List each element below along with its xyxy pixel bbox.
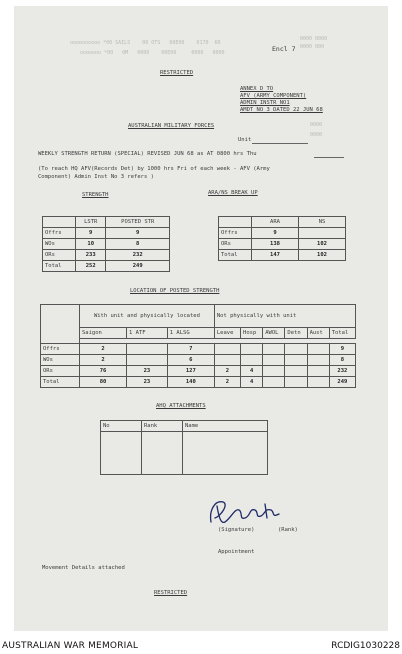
table-row (219, 239, 346, 250)
record-id: RCDIG1030228 (331, 641, 400, 651)
ns-value (299, 228, 346, 239)
row-label: Offrs (41, 344, 80, 355)
cell (285, 355, 307, 366)
enclosure-number: Encl 7 (272, 45, 296, 53)
row-label: Total (43, 261, 76, 272)
posted-value: 8 (106, 239, 170, 250)
cell: 2 (80, 355, 127, 366)
signature-caption: (Signature) (218, 527, 255, 533)
row-label: ORs (41, 366, 80, 377)
breakup-header-blank (219, 217, 252, 228)
cell (307, 344, 329, 355)
cell (127, 355, 168, 366)
cell: 23 (127, 366, 168, 377)
lstr-value: 252 (76, 261, 106, 272)
table-row (43, 250, 170, 261)
cell (263, 355, 285, 366)
force-title: AUSTRALIAN MILITARY FORCES (128, 123, 215, 129)
unit-fill-line (252, 143, 308, 144)
empty-cell (183, 432, 268, 475)
posted-value: 232 (106, 250, 170, 261)
cell: 249 (329, 377, 355, 388)
col-1atf: 1 ATF (127, 328, 168, 339)
cell: 127 (167, 366, 214, 377)
cell: 4 (241, 366, 263, 377)
empty-cell (101, 432, 142, 475)
strength-header-posted: POSTED STR (106, 217, 170, 228)
ara-value: 138 (252, 239, 299, 250)
table-row (41, 344, 356, 355)
table-row (43, 239, 170, 250)
cell (285, 377, 307, 388)
row-label: ORs (219, 239, 252, 250)
table-row (219, 228, 346, 239)
col-rank: Rank (142, 421, 183, 432)
cell: 80 (80, 377, 127, 388)
attachments-heading: AHQ ATTACHMENTS (156, 403, 206, 409)
ara-value: 147 (252, 250, 299, 261)
rank-caption: (Rank) (278, 527, 298, 533)
breakup-header-ns: NS (299, 217, 346, 228)
cell: 2 (214, 366, 240, 377)
table-row (43, 261, 170, 272)
restricted-marking-top: RESTRICTED (160, 70, 194, 76)
cell (241, 344, 263, 355)
row-label: Total (41, 377, 80, 388)
table-row (41, 366, 356, 377)
cell (307, 377, 329, 388)
cell (285, 366, 307, 377)
strength-header-lstr: LSTR (76, 217, 106, 228)
restricted-marking-bottom: RESTRICTED (154, 590, 188, 596)
ns-value: 102 (299, 239, 346, 250)
cell: 2 (80, 344, 127, 355)
row-label: Offrs (219, 228, 252, 239)
col-detn: Detn (285, 328, 307, 339)
group-with-unit: With unit and physically located (80, 305, 215, 328)
appointment-caption: Appointment (218, 549, 255, 555)
cell: 140 (167, 377, 214, 388)
bleed-through-text: 0000 0000 (300, 36, 328, 42)
movement-note: Movement Details attached (42, 565, 125, 571)
cell: 232 (329, 366, 355, 377)
row-label: Total (219, 250, 252, 261)
unit-label: Unit (238, 137, 252, 143)
col-hosp: Hosp (241, 328, 263, 339)
annex-line-4: AMDT NO 3 DATED 22 JUN 68 (240, 107, 323, 113)
annex-line-2: AFV (ARMY COMPONENT) (240, 93, 307, 99)
breakup-header-ara: ARA (252, 217, 299, 228)
col-aust: Aust (307, 328, 329, 339)
col-no: No (101, 421, 142, 432)
cell (241, 355, 263, 366)
archive-name: AUSTRALIAN WAR MEMORIAL (2, 641, 139, 651)
cell: 76 (80, 366, 127, 377)
cell: 9 (329, 344, 355, 355)
col-name: Name (183, 421, 268, 432)
cell (263, 377, 285, 388)
posted-value: 9 (106, 228, 170, 239)
lstr-value: 9 (76, 228, 106, 239)
cell: 4 (241, 377, 263, 388)
cell: 8 (329, 355, 355, 366)
attachments-table (100, 420, 268, 475)
bleed-through-text: oooooooooo *00 SAILS 00 OTS 00E00 0170 6R (70, 40, 221, 46)
col-saigon: Saigon (80, 328, 127, 339)
group-not-with-unit: Not physically with unit (214, 305, 355, 328)
date-fill-line (314, 157, 344, 158)
bleed-through-text: ooooooo *00 0M 0000 00E00 0000 0000 (80, 50, 225, 56)
lstr-value: 10 (76, 239, 106, 250)
bleed-through-text: 0000 (310, 122, 323, 128)
strength-table (42, 216, 170, 272)
return-title: WEEKLY STRENGTH RETURN (SPECIAL) REVISED JUN 68 as AT 0800 hrs Thu (38, 151, 257, 157)
annex-line-3: ADMIN INSTR NO1 (240, 100, 290, 106)
row-label: ORs (43, 250, 76, 261)
empty-cell (142, 432, 183, 475)
table-row (41, 355, 356, 366)
table-row (219, 250, 346, 261)
lstr-value: 233 (76, 250, 106, 261)
cell (263, 344, 285, 355)
bleed-through-text: 0000 000 (300, 44, 325, 50)
cell (127, 344, 168, 355)
breakup-table (218, 216, 346, 261)
ns-value: 102 (299, 250, 346, 261)
ara-value: 9 (252, 228, 299, 239)
cell (263, 366, 285, 377)
location-table (40, 304, 356, 388)
table-row (43, 228, 170, 239)
cell (285, 344, 307, 355)
cell: 2 (214, 377, 240, 388)
table-row (41, 377, 356, 388)
cell: 6 (167, 355, 214, 366)
cell: 7 (167, 344, 214, 355)
handwritten-signature (205, 496, 285, 530)
breakup-heading: ARA/NS BREAK UP (208, 190, 258, 196)
cell (214, 344, 240, 355)
location-heading: LOCATION OF POSTED STRENGTH (130, 288, 220, 294)
col-awol: AWOL (263, 328, 285, 339)
cell (307, 355, 329, 366)
cell (214, 355, 240, 366)
cell: 23 (127, 377, 168, 388)
row-label: Offrs (43, 228, 76, 239)
annex-line-1: ANNEX D TO (240, 86, 274, 92)
col-total: Total (329, 328, 355, 339)
location-corner (41, 305, 80, 344)
cell (307, 366, 329, 377)
strength-heading: STRENGTH (82, 192, 109, 198)
posted-value: 249 (106, 261, 170, 272)
instructions-line-1: (To reach HQ AFV(Records Det) by 1000 hrs Fri of each week - AFV (Army (38, 166, 270, 172)
bleed-through-text: 0000 (310, 132, 323, 138)
row-label: WOs (43, 239, 76, 250)
instructions-line-2: Component) Admin Inst No 3 refers ) (38, 174, 154, 180)
strength-header-blank (43, 217, 76, 228)
col-1alsg: 1 ALSG (167, 328, 214, 339)
row-label: WOs (41, 355, 80, 366)
col-leave: Leave (214, 328, 240, 339)
